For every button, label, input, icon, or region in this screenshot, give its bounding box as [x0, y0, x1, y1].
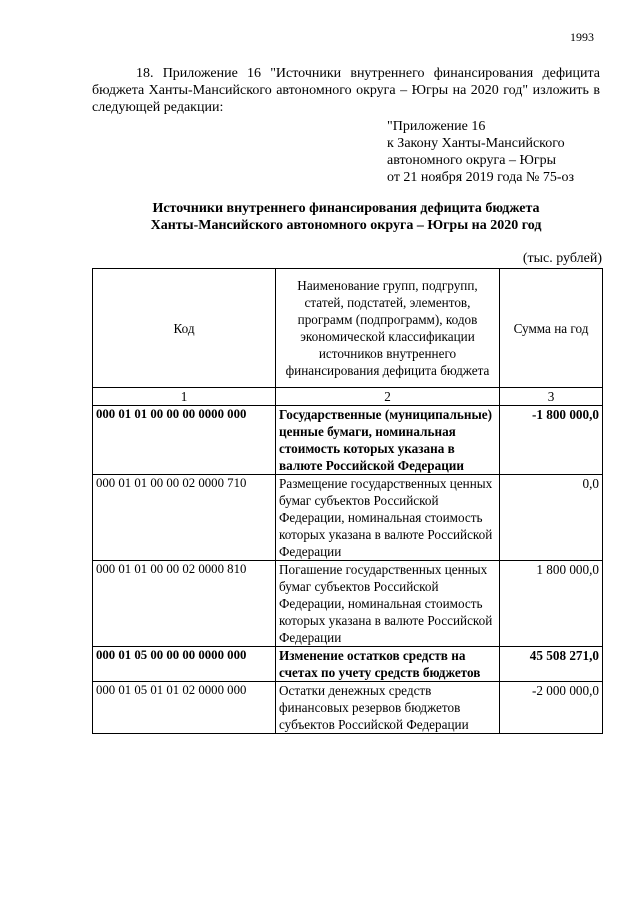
header-sum: Сумма на год	[500, 269, 603, 388]
row-name: Размещение государственных ценных бумаг субъектов Российской Федерации, номинальная стоимость которых указана в валюте Российской Федерации	[276, 475, 500, 561]
column-number: 1	[93, 388, 276, 406]
row-name: Остатки денежных средств финансовых резервов бюджетов субъектов Российской Федерации	[276, 682, 500, 734]
table-row	[93, 647, 603, 682]
row-sum: 45 508 271,0	[500, 647, 603, 682]
title-line-1: Источники внутреннего финансирования дефицита бюджета	[152, 201, 540, 216]
row-sum: -2 000 000,0	[500, 682, 603, 734]
annex-reference	[387, 118, 574, 186]
annex-line: "Приложение 16	[387, 119, 486, 134]
row-code: 000 01 01 00 00 02 0000 810	[93, 561, 276, 647]
table-row	[93, 561, 603, 647]
document-title	[92, 200, 600, 234]
page-number: 1993	[570, 30, 594, 44]
column-number: 3	[500, 388, 603, 406]
units-label: (тыс. рублей)	[522, 251, 602, 266]
row-name: Изменение остатков средств на счетах по учету средств бюджетов	[276, 647, 500, 682]
row-name: Погашение государственных ценных бумаг субъектов Российской Федерации, номинальная стоимость которых указана в валюте Российской Федерации	[276, 561, 500, 647]
header-name: Наименование групп, подгрупп, статей, подстатей, элементов, программ (подпрограмм), кодов экономической классификации источников внутреннего финансирования дефицита бюджета	[276, 269, 500, 388]
financing-sources-table	[92, 268, 603, 734]
annex-line: от 21 ноября 2019 года № 75-оз	[387, 170, 575, 185]
title-line-2: Ханты-Мансийского автономного округа – Югры на 2020 год	[150, 218, 542, 233]
annex-line: к Закону Ханты-Мансийского	[387, 136, 565, 151]
table-header-row	[93, 269, 603, 388]
column-number: 2	[276, 388, 500, 406]
row-sum: 1 800 000,0	[500, 561, 603, 647]
table-row	[93, 682, 603, 734]
row-sum: 0,0	[500, 475, 603, 561]
row-name: Государственные (муниципальные) ценные бумаги, номинальная стоимость которых указана в валюте Российской Федерации	[276, 406, 500, 475]
table-row	[93, 406, 603, 475]
intro-text: 18. Приложение 16 "Источники внутреннего финансирования дефицита бюджета Ханты-Мансийского автономного округа – Югры на 2020 год" изложить в следующей редакции:	[92, 66, 600, 115]
row-code: 000 01 01 00 00 02 0000 710	[93, 475, 276, 561]
row-code: 000 01 01 00 00 00 0000 000	[93, 406, 276, 475]
table-row	[93, 475, 603, 561]
row-code: 000 01 05 01 01 02 0000 000	[93, 682, 276, 734]
intro-paragraph	[92, 65, 600, 116]
annex-line: автономного округа – Югры	[387, 153, 556, 168]
row-sum: -1 800 000,0	[500, 406, 603, 475]
column-number-row	[93, 388, 603, 406]
row-code: 000 01 05 00 00 00 0000 000	[93, 647, 276, 682]
header-code: Код	[93, 269, 276, 388]
